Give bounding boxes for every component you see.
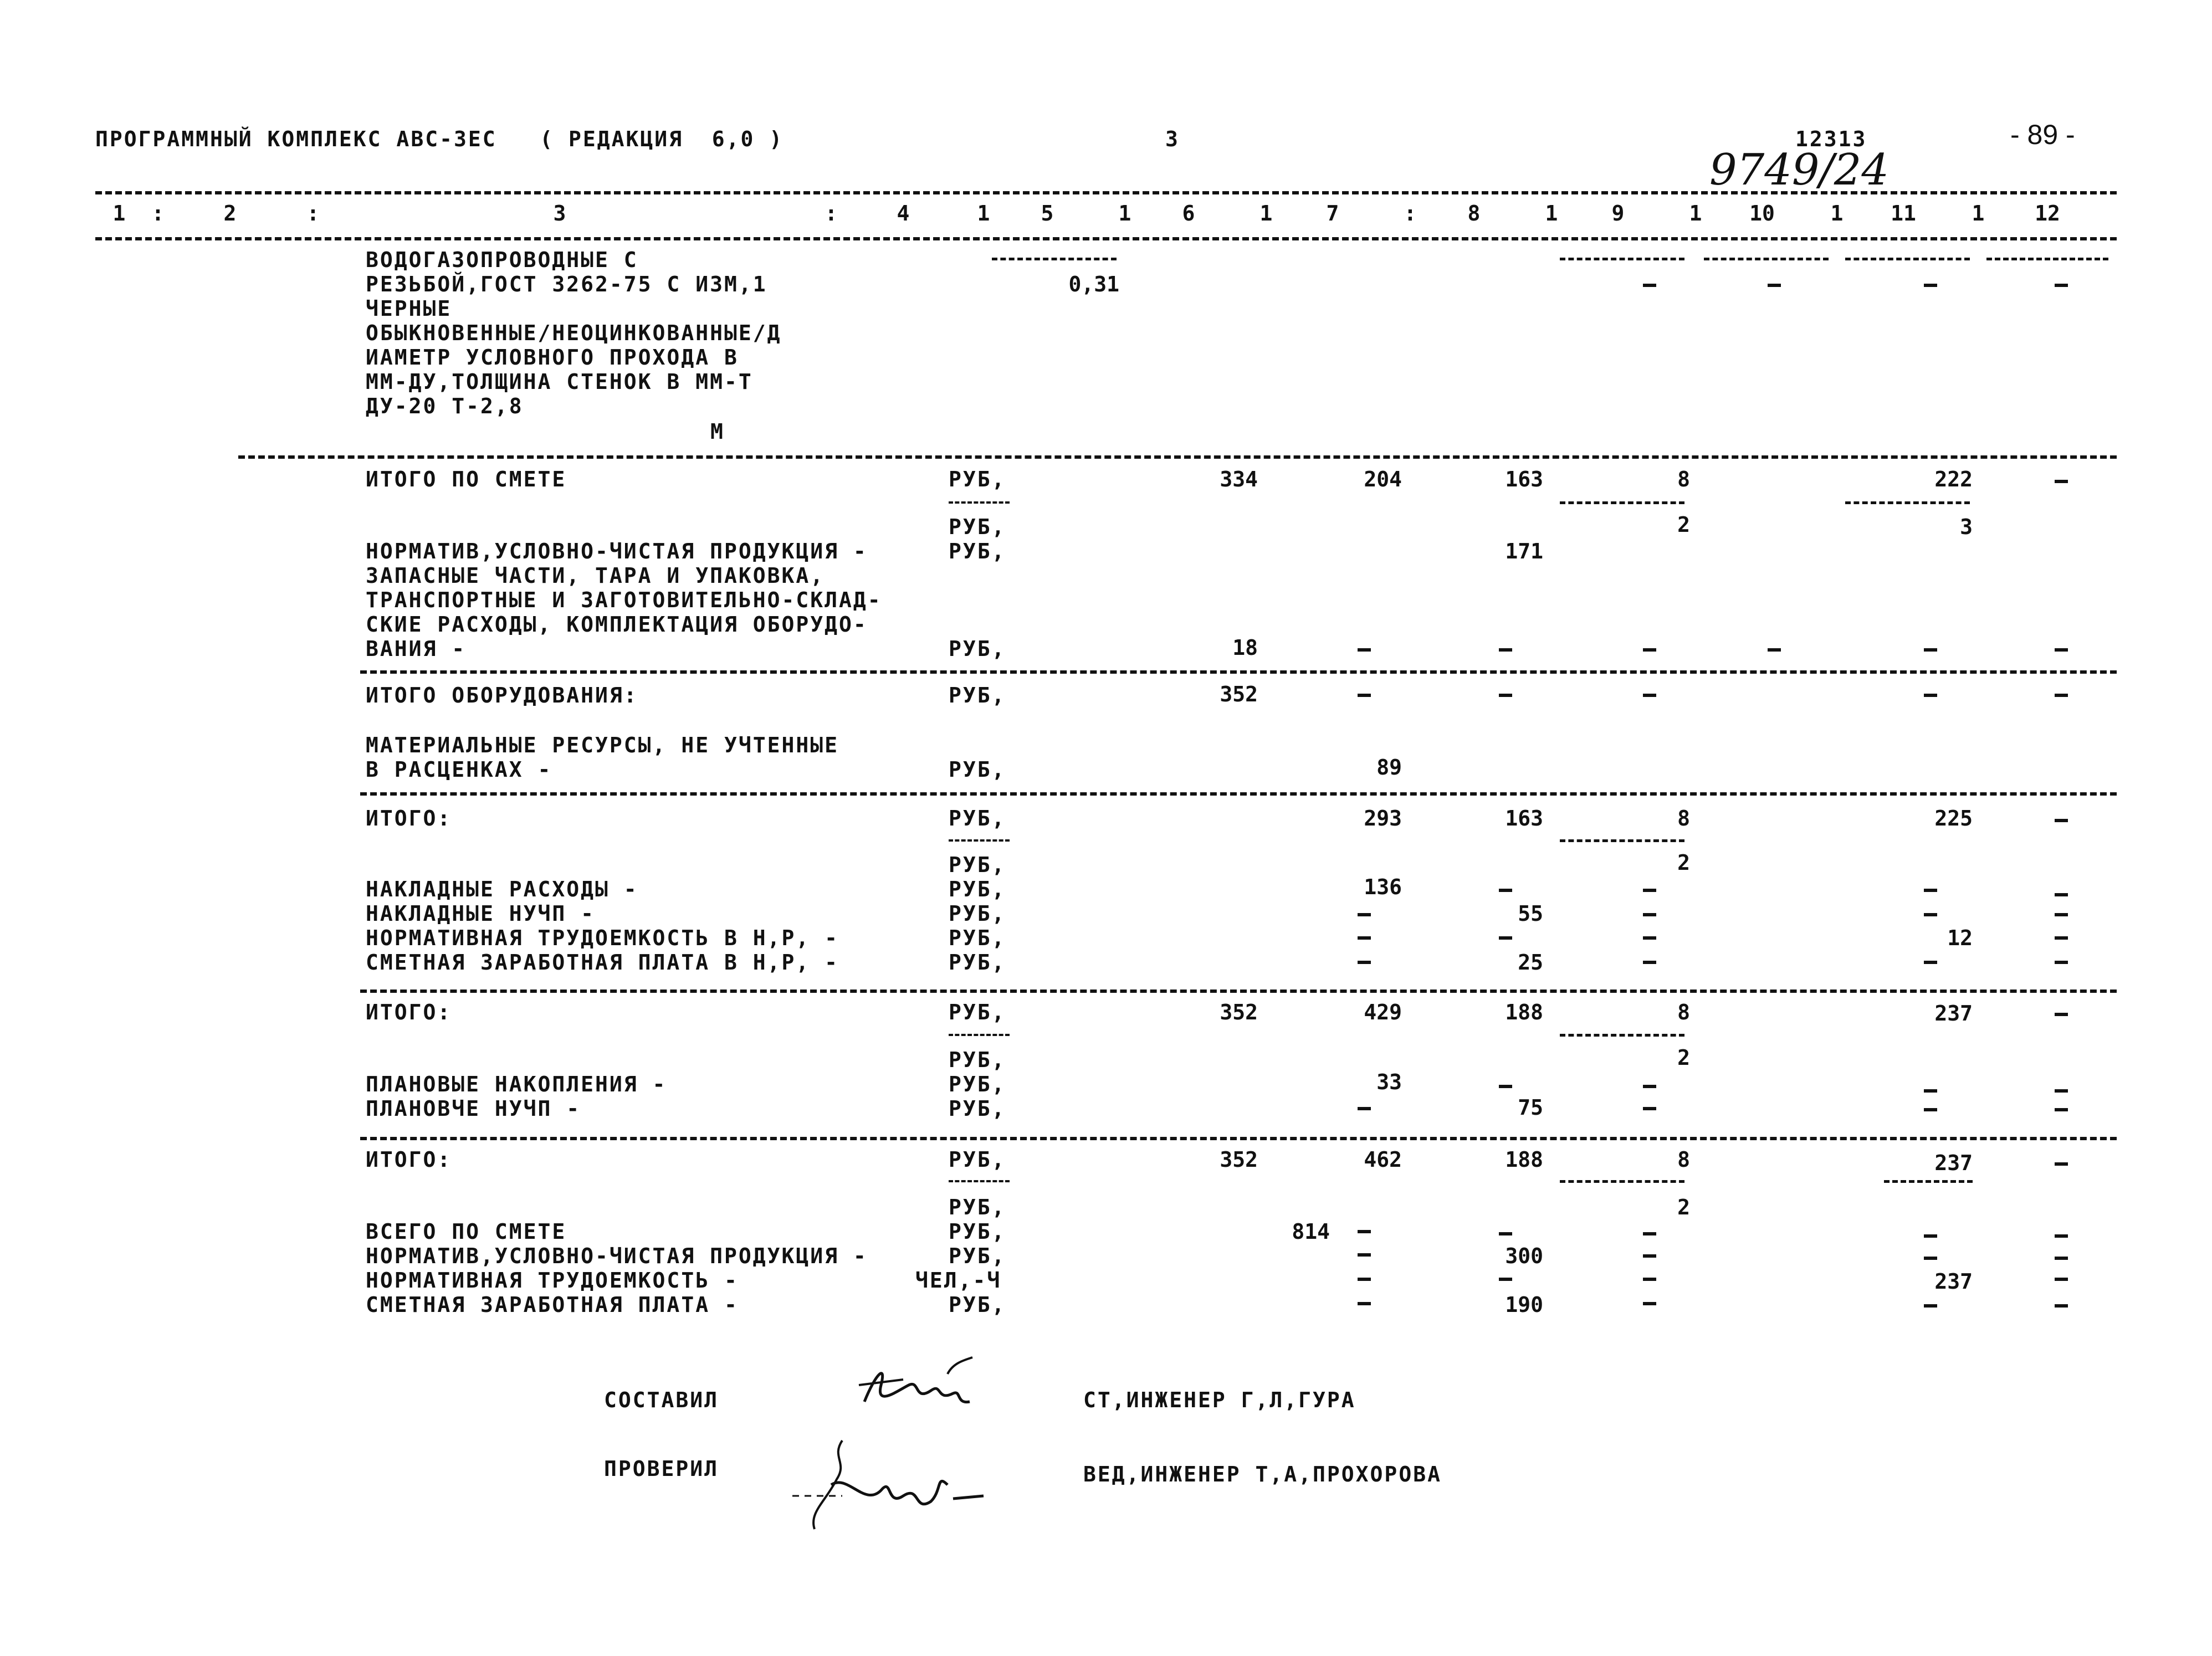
rule-c9 (1560, 258, 1684, 260)
value-c6: 18 (1232, 635, 1258, 660)
dash (1358, 648, 1371, 652)
final-label: СМЕТНАЯ ЗАРАБОТНАЯ ПЛАТА - (366, 1293, 739, 1317)
description-line: ММ-ДУ,ТОЛЩИНА СТЕНОК В ММ-Т (366, 370, 753, 394)
unit: РУБ, (949, 1048, 1006, 1072)
unit-rule (949, 839, 1010, 842)
value-c8: 55 (1518, 901, 1543, 926)
col-5: 5 (1041, 201, 1054, 225)
rule-c12 (1986, 258, 2108, 260)
dash (2055, 284, 2068, 287)
description-line: ВОДОГАЗОПРОВОДНЫЕ С (366, 248, 638, 272)
dash (1499, 694, 1512, 697)
dash (1643, 889, 1656, 892)
value-c8: 25 (1518, 950, 1543, 975)
dash (1358, 936, 1371, 940)
value-c8: 188 (1505, 1000, 1543, 1024)
normative-line: ВАНИЯ - (366, 637, 467, 661)
description-line: ИАМЕТР УСЛОВНОГО ПРОХОДА В (366, 345, 739, 370)
dash (2055, 1162, 2068, 1166)
unit: РУБ, (949, 877, 1006, 901)
rule-c9 (1560, 1034, 1684, 1037)
rule-c11 (1845, 258, 1970, 260)
dash (2055, 961, 2068, 964)
value-c11: 237 (1934, 1269, 1973, 1294)
overhead-label: НАКЛАДНЫЕ РАСХОДЫ - (366, 877, 638, 901)
dash (1768, 648, 1781, 652)
dash (1924, 961, 1937, 964)
dash (1643, 648, 1656, 652)
rule-c10 (1704, 258, 1829, 260)
unit: ЧЕЛ,-Ч (915, 1268, 1002, 1293)
description-line: ДУ-20 Т-2,8 (366, 394, 524, 418)
col-6: 6 (1182, 201, 1195, 225)
rule-c9 (1560, 501, 1684, 504)
dash (1643, 913, 1656, 916)
total-estimate-label: ИТОГО ПО СМЕТЕ (366, 467, 567, 491)
value-c9b: 2 (1677, 1195, 1690, 1219)
value-c8: 171 (1505, 539, 1543, 563)
dash (1358, 1107, 1371, 1110)
unit-rule (949, 501, 1010, 504)
composed-label: СОСТАВИЛ (604, 1388, 719, 1412)
description-line: ЧЕРНЫЕ (366, 296, 452, 321)
final-label: НОРМАТИВ,УСЛОВНО-ЧИСТАЯ ПРОДУКЦИЯ - (366, 1244, 868, 1268)
unit: РУБ, (949, 683, 1006, 707)
overhead-label: СМЕТНАЯ ЗАРАБОТНАЯ ПЛАТА В Н,Р, - (366, 950, 839, 975)
header-rule-top (95, 191, 2117, 194)
dash (2055, 694, 2068, 697)
sheet-number: 3 (1165, 127, 1180, 151)
value-c8: 188 (1505, 1147, 1543, 1172)
dash (1643, 1254, 1656, 1258)
unit: РУБ, (949, 1147, 1006, 1172)
value-c7: 462 (1364, 1147, 1402, 1172)
value-c6: 352 (1220, 682, 1258, 706)
dash (1924, 1089, 1937, 1093)
page-number: - 89 - (2010, 119, 2075, 150)
col-sep: 1 (1118, 201, 1131, 225)
document-code: 12313 (1795, 127, 1867, 151)
dash (2055, 1013, 2068, 1016)
dash (2055, 1089, 2068, 1093)
section-rule (360, 1137, 2117, 1140)
dash (2055, 936, 2068, 940)
unit: РУБ, (949, 806, 1006, 830)
dash (1643, 1107, 1656, 1110)
dash (1643, 1302, 1656, 1305)
dash (1643, 1232, 1656, 1235)
dash (1924, 1304, 1937, 1308)
dash (1499, 1278, 1512, 1281)
value-c8: 300 (1505, 1244, 1543, 1268)
dash (1643, 284, 1656, 287)
value-c6: 352 (1220, 1000, 1258, 1024)
unit-m: М (710, 419, 725, 444)
dash (1499, 1232, 1512, 1235)
value-c7: 293 (1364, 806, 1402, 830)
dash (1924, 694, 1937, 697)
value-c9: 8 (1677, 467, 1690, 491)
dash (1924, 284, 1937, 287)
unit: РУБ, (949, 515, 1006, 539)
col-9: 9 (1611, 201, 1625, 225)
unit: РУБ, (949, 539, 1006, 563)
col-10: 10 (1749, 201, 1775, 225)
program-title: ПРОГРАММНЫЙ КОМПЛЕКС АВС-3ЕС ( РЕДАКЦИЯ 6,0 ) (95, 127, 784, 151)
value-c9: 8 (1677, 1000, 1690, 1024)
dash (1358, 1253, 1371, 1257)
unit: РУБ, (949, 637, 1006, 661)
dash (1768, 284, 1781, 287)
planned-label: ПЛАНОВЧЕ НУЧП - (366, 1096, 581, 1121)
dash (2055, 648, 2068, 652)
value-c8: 190 (1505, 1293, 1543, 1317)
normative-line: СКИЕ РАСХОДЫ, КОМПЛЕКТАЦИЯ ОБОРУДО- (366, 612, 868, 637)
section-rule (360, 670, 2117, 674)
dash (2055, 1278, 2068, 1281)
description-line: РЕЗЬБОЙ,ГОСТ 3262-75 С ИЗМ,1 (366, 272, 767, 296)
unit-rule (949, 1034, 1010, 1036)
overhead-label: НОРМАТИВНАЯ ТРУДОЕМКОСТЬ В Н,Р, - (366, 926, 839, 950)
qty-value: 0,31 (1068, 272, 1119, 296)
value-c7: 136 (1364, 875, 1402, 899)
materials-line: В РАСЦЕНКАХ - (366, 757, 552, 782)
unit: РУБ, (949, 901, 1006, 926)
dash (2055, 913, 2068, 916)
dash (1924, 889, 1937, 892)
signature-checker (776, 1424, 997, 1546)
dash (2055, 893, 2068, 896)
section-rule (360, 792, 2117, 796)
materials-line: МАТЕРИАЛЬНЫЕ РЕСУРСЫ, НЕ УЧТЕННЫЕ (366, 733, 839, 757)
value-c6: 334 (1220, 467, 1258, 491)
signature-composer (842, 1352, 986, 1424)
dash (1358, 694, 1371, 697)
equipment-total-label: ИТОГО ОБОРУДОВАНИЯ: (366, 683, 638, 707)
value-c6: 352 (1220, 1147, 1258, 1172)
value-c9b: 2 (1677, 512, 1690, 537)
unit: РУБ, (949, 1096, 1006, 1121)
dash (1643, 1278, 1656, 1281)
subtotal-label: ИТОГО: (366, 1000, 452, 1024)
dash (2055, 819, 2068, 822)
col-sep: : (151, 201, 165, 225)
value-c8: 75 (1518, 1095, 1543, 1120)
normative-line: ТРАНСПОРТНЫЕ И ЗАГОТОВИТЕЛЬНО-СКЛАД- (366, 588, 882, 612)
value-c11: 237 (1934, 1001, 1973, 1026)
unit: РУБ, (949, 1000, 1006, 1024)
value-c7: 33 (1376, 1070, 1402, 1094)
grand-total: 814 (1292, 1219, 1330, 1244)
col-sep: 1 (1545, 201, 1558, 225)
col-sep: 1 (977, 201, 990, 225)
dash (1358, 1302, 1371, 1305)
col-sep: : (1404, 201, 1417, 225)
dash (1358, 1230, 1371, 1233)
dash (1643, 936, 1656, 940)
col-sep: : (306, 201, 320, 225)
dash (1643, 1085, 1656, 1088)
value-c9b: 2 (1677, 850, 1690, 875)
final-label: ВСЕГО ПО СМЕТЕ (366, 1219, 567, 1244)
value-c9: 8 (1677, 1147, 1690, 1172)
dash (2055, 1234, 2068, 1238)
handwritten-code: 9749/24 (1709, 145, 1890, 195)
unit: РУБ, (949, 1244, 1006, 1268)
col-sep: 1 (1972, 201, 1985, 225)
dash (2055, 480, 2068, 483)
col-11: 11 (1891, 201, 1916, 225)
dash (2055, 1108, 2068, 1111)
col-sep: 1 (1830, 201, 1844, 225)
col-4: 4 (897, 201, 910, 225)
section-rule (238, 455, 2117, 459)
value-c9b: 2 (1677, 1045, 1690, 1070)
final-label: НОРМАТИВНАЯ ТРУДОЕМКОСТЬ - (366, 1268, 739, 1293)
dash (2055, 1257, 2068, 1260)
dash (2055, 1304, 2068, 1308)
col-sep: 1 (1689, 201, 1702, 225)
unit: РУБ, (949, 1219, 1006, 1244)
rule-c11 (1884, 1180, 1973, 1183)
value-c11: 237 (1934, 1151, 1973, 1175)
subtotal-label: ИТОГО: (366, 806, 452, 830)
value-c8: 163 (1505, 806, 1543, 830)
unit: РУБ, (949, 926, 1006, 950)
col-sep: : (825, 201, 838, 225)
dash (1924, 913, 1937, 916)
unit: РУБ, (949, 1293, 1006, 1317)
unit: РУБ, (949, 1195, 1006, 1219)
value-c11b: 3 (1960, 515, 1973, 539)
dash (1924, 1257, 1937, 1260)
rule-c9 (1560, 839, 1684, 842)
value-c7: 429 (1364, 1000, 1402, 1024)
header-rule-bottom (95, 237, 2117, 240)
col-7: 7 (1326, 201, 1339, 225)
checked-by: ВЕД,ИНЖЕНЕР Т,А,ПРОХОРОВА (1083, 1462, 1442, 1486)
section-rule (360, 990, 2117, 993)
dash (1358, 913, 1371, 916)
dash (1358, 1278, 1371, 1281)
col-3: 3 (553, 201, 566, 225)
dash (1499, 1085, 1512, 1088)
col-2: 2 (223, 201, 237, 225)
qty-rule (992, 258, 1117, 260)
composed-by: СТ,ИНЖЕНЕР Г,Л,ГУРА (1083, 1388, 1356, 1412)
rule-c11 (1845, 501, 1970, 504)
unit-rule (949, 1180, 1010, 1182)
unit: РУБ, (949, 467, 1006, 491)
subtotal-label: ИТОГО: (366, 1147, 452, 1172)
value-c7: 89 (1376, 755, 1402, 780)
col-12: 12 (2035, 201, 2060, 225)
col-8: 8 (1467, 201, 1481, 225)
rule-c9 (1560, 1180, 1684, 1183)
overhead-label: НАКЛАДНЫЕ НУЧП - (366, 901, 596, 926)
checked-label: ПРОВЕРИЛ (604, 1457, 719, 1481)
dash (1643, 961, 1656, 964)
dash (1643, 694, 1656, 697)
dash (1358, 961, 1371, 964)
normative-line: НОРМАТИВ,УСЛОВНО-ЧИСТАЯ ПРОДУКЦИЯ - (366, 539, 868, 563)
col-sep: 1 (1259, 201, 1273, 225)
dash (1499, 936, 1512, 940)
dash (1924, 648, 1937, 652)
unit: РУБ, (949, 853, 1006, 877)
value-c8: 163 (1505, 467, 1543, 491)
col-1: 1 (112, 201, 126, 225)
value-c7: 204 (1364, 467, 1402, 491)
dash (1499, 889, 1512, 892)
description-line: ОБЫКНОВЕННЫЕ/НЕОЦИНКОВАННЫЕ/Д (366, 321, 782, 345)
dash (1499, 648, 1512, 652)
value-c11: 12 (1947, 926, 1973, 950)
unit: РУБ, (949, 757, 1006, 782)
value-c11: 222 (1934, 467, 1973, 491)
planned-label: ПЛАНОВЫЕ НАКОПЛЕНИЯ - (366, 1072, 667, 1096)
unit: РУБ, (949, 1072, 1006, 1096)
value-c11: 225 (1934, 806, 1973, 830)
value-c9: 8 (1677, 806, 1690, 830)
normative-line: ЗАПАСНЫЕ ЧАСТИ, ТАРА И УПАКОВКА, (366, 563, 825, 588)
dash (1924, 1108, 1937, 1111)
unit: РУБ, (949, 950, 1006, 975)
dash (1924, 1234, 1937, 1238)
